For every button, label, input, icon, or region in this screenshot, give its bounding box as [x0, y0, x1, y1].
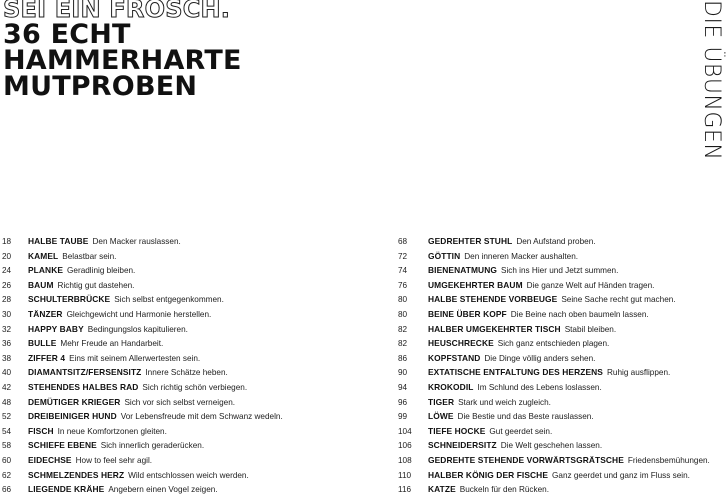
exercise-description: Den Aufstand proben. [516, 237, 596, 246]
exercise-description: Sich ins Hier und Jetzt summen. [500, 266, 619, 276]
page-number: 82 [398, 339, 408, 349]
exercise-name: DEMÜTIGER KRIEGER [28, 396, 121, 407]
page-number: 94 [398, 382, 408, 392]
title-line-1: 36 ECHT [3, 19, 131, 50]
list-item [396, 455, 720, 470]
list-item [0, 294, 330, 309]
exercise-description: Den Macker rauslassen. [92, 237, 181, 246]
exercise-name: KROKODIL [428, 381, 474, 392]
page-number: 32 [2, 324, 12, 334]
exercise-name: EIDECHSE [28, 454, 72, 465]
exercise-name: HALBER UMGEKEHRTER TISCH [428, 323, 561, 334]
page-number: 80 [398, 295, 408, 305]
list-item [396, 382, 720, 397]
exercise-name: SCHMELZENDES HERZ [28, 469, 125, 480]
list-item [0, 397, 330, 412]
side-title: DIE ÜBUNGEN [699, 0, 724, 161]
subtitle-outline: SEI EIN FROSCH. [3, 0, 231, 23]
page-number: 80 [398, 309, 408, 319]
page-number: 42 [2, 382, 12, 392]
exercise-name: TIGER [428, 396, 455, 407]
exercise-description: Stark und weich zugleich. [458, 397, 551, 407]
exercise-name: EXTATISCHE ENTFALTUNG DES HERZENS [428, 367, 603, 378]
page-number: 66 [2, 485, 12, 495]
list-item [0, 411, 330, 426]
title-line-3: MUTPROBEN [3, 71, 198, 102]
exercise-description: Vor Lebensfreude mit dem Schwanz wedeln. [120, 412, 283, 422]
exercise-name: HEUSCHRECKE [428, 338, 494, 349]
page-number: 86 [398, 353, 408, 363]
page-number: 36 [2, 339, 12, 349]
exercise-name: GÖTTIN [428, 250, 461, 261]
list-item [0, 324, 330, 339]
list-item [0, 251, 330, 266]
page-number: 110 [398, 470, 412, 480]
page-number: 90 [398, 368, 408, 378]
exercise-description: How to feel sehr agil. [75, 455, 153, 465]
list-item [396, 338, 720, 353]
exercise-description: Buckeln für den Rücken. [459, 485, 549, 495]
exercise-name: PLANKE [28, 265, 64, 276]
exercise-name: GEDREHTER STUHL [428, 236, 513, 246]
page-number: 108 [398, 455, 412, 465]
list-item [0, 470, 330, 485]
page-number: 82 [398, 324, 408, 334]
list-item [396, 309, 720, 324]
list-item [0, 367, 330, 382]
page-number: 20 [2, 251, 12, 261]
page-number: 104 [398, 426, 412, 436]
title-line-2: HAMMERHARTE [3, 45, 242, 76]
exercise-name: ZIFFER 4 [28, 352, 66, 363]
page-number: 26 [2, 280, 12, 290]
exercise-name: BULLE [28, 338, 57, 349]
page-number: 28 [2, 295, 12, 305]
list-item [396, 470, 720, 485]
list-item [396, 265, 720, 280]
page-number: 24 [2, 266, 12, 276]
exercise-name: HALBER KÖNIG DER FISCHE [428, 469, 549, 480]
exercise-name: TÄNZER [28, 308, 63, 319]
exercise-name: GEDREHTE STEHENDE VORWÄRTSGRÄTSCHE [428, 454, 624, 465]
list-item [0, 484, 330, 499]
exercise-description: Wild entschlossen weich werden. [128, 470, 249, 480]
list-item [0, 265, 330, 280]
list-item [396, 397, 720, 412]
page-number: 38 [2, 353, 12, 363]
exercise-name: KAMEL [28, 250, 59, 261]
exercise-description: Bedingungslos kapitulieren. [87, 324, 188, 334]
list-item [0, 353, 330, 368]
exercise-name: SCHULTERBRÜCKE [28, 294, 111, 305]
page-number: 106 [398, 441, 412, 451]
exercise-description: Sich vor sich selbst verneigen. [124, 397, 236, 407]
exercise-description: Die ganze Welt auf Händen tragen. [526, 280, 655, 290]
exercise-description: Eins mit seinem Allerwertesten sein. [69, 353, 201, 363]
page-number: 48 [2, 397, 12, 407]
list-item [0, 426, 330, 441]
list-item [396, 411, 720, 426]
exercise-description: Friedensbemühungen. [627, 455, 710, 465]
exercise-name: BIENENATMUNG [428, 265, 497, 276]
exercise-description: Die Welt geschehen lassen. [500, 441, 603, 451]
exercise-description: Ruhig ausflippen. [607, 368, 671, 378]
list-item [0, 440, 330, 455]
exercise-description: Richtig gut dastehen. [57, 280, 135, 290]
list-item [396, 236, 720, 251]
list-item [396, 484, 720, 499]
page-number: 68 [398, 237, 408, 246]
exercise-name: SCHIEFE EBENE [28, 440, 97, 451]
exercise-name: LÖWE [428, 411, 454, 422]
list-item [396, 251, 720, 266]
exercise-description: Mehr Freude an Handarbeit. [60, 339, 164, 349]
page-number: 58 [2, 441, 12, 451]
exercise-description: Die Bestie und das Beste rauslassen. [457, 412, 594, 422]
exercise-description: Gut geerdet sein. [489, 426, 553, 436]
exercise-description: Sich ganz entschieden plagen. [497, 339, 610, 349]
exercise-description: Geradlinig bleiben. [67, 266, 136, 276]
exercise-description: Sich richtig schön verbiegen. [142, 382, 248, 392]
list-item [0, 455, 330, 470]
exercise-name: KATZE [428, 484, 456, 495]
exercise-description: Die Beine nach oben baumeln lassen. [510, 309, 649, 319]
page-number: 30 [2, 309, 12, 319]
exercise-name: KOPFSTAND [428, 352, 481, 363]
exercise-name: HALBE TAUBE [28, 236, 89, 246]
exercise-name: STEHENDES HALBES RAD [28, 381, 139, 392]
page-number: 99 [398, 412, 408, 422]
exercise-name: TIEFE HOCKE [428, 425, 486, 436]
page-number: 72 [398, 251, 408, 261]
page-number: 40 [2, 368, 12, 378]
exercise-name: UMGEKEHRTER BAUM [428, 279, 523, 290]
exercise-description: Belastbar sein. [62, 251, 117, 261]
exercise-description: Innere Schätze heben. [145, 368, 228, 378]
list-item [0, 280, 330, 295]
exercise-description: Stabil bleiben. [564, 324, 617, 334]
page-number: 96 [398, 397, 408, 407]
list-item [0, 338, 330, 353]
exercise-description: Sich innerlich geraderücken. [100, 441, 205, 451]
exercise-list-right [396, 236, 720, 499]
exercise-description: Sich selbst entgegenkommen. [114, 295, 224, 305]
list-item [0, 382, 330, 397]
page-number: 74 [398, 266, 408, 276]
page-number: 62 [2, 470, 12, 480]
exercise-description: Im Schlund des Lebens loslassen. [477, 382, 602, 392]
list-item [396, 367, 720, 382]
exercise-name: HALBE STEHENDE VORBEUGE [428, 294, 558, 305]
exercise-name: BAUM [28, 279, 54, 290]
exercise-list-left [0, 236, 330, 499]
list-item [0, 309, 330, 324]
list-item [396, 426, 720, 441]
page-number: 18 [2, 237, 12, 246]
page-number: 60 [2, 455, 12, 465]
exercise-name: FISCH [28, 425, 54, 436]
list-item [396, 440, 720, 455]
exercise-name: LIEGENDE KRÄHE [28, 484, 105, 495]
list-item [0, 236, 330, 251]
page-title [3, 19, 242, 102]
exercise-name: BEINE ÜBER KOPF [428, 308, 507, 319]
page-number: 76 [398, 280, 408, 290]
page-number: 54 [2, 426, 12, 436]
exercise-description: Ganz geerdet und ganz im Fluss sein. [552, 470, 690, 480]
exercise-description: Angebern einen Vogel zeigen. [108, 485, 218, 495]
exercise-description: Den inneren Macker aushalten. [464, 251, 579, 261]
exercise-description: Seine Sache recht gut machen. [561, 295, 676, 305]
list-item [396, 324, 720, 339]
exercise-description: Gleichgewicht und Harmonie herstellen. [66, 309, 212, 319]
exercise-name: DIAMANTSITZ/FERSENSITZ [28, 367, 142, 378]
exercise-name: HAPPY BABY [28, 323, 84, 334]
exercise-name: SCHNEIDERSITZ [428, 440, 497, 451]
exercise-description: Die Dinge völlig anders sehen. [484, 353, 596, 363]
list-item [396, 294, 720, 309]
page-number: 52 [2, 412, 12, 422]
page-number: 116 [398, 485, 412, 495]
exercise-name: DREIBEINIGER HUND [28, 411, 117, 422]
list-item [396, 280, 720, 295]
list-item [396, 353, 720, 368]
exercise-description: In neue Komfortzonen gleiten. [57, 426, 167, 436]
